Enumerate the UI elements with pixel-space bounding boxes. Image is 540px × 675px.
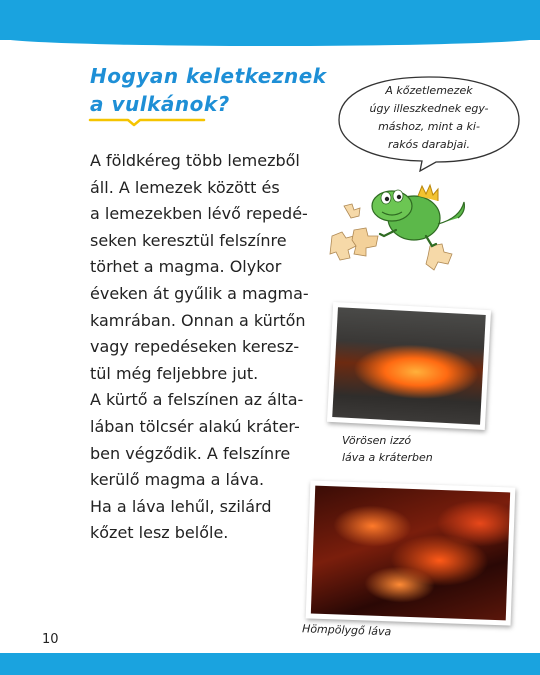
body-line: áll. A lemezek között és (90, 177, 280, 197)
body-line: Ha a láva lehűl, szilárd (90, 496, 272, 516)
bubble-line: rakós darabjai. (388, 138, 470, 151)
body-line: kerülő magma a láva. (90, 470, 265, 490)
speech-bubble-text (348, 82, 510, 154)
body-paragraph (90, 148, 320, 547)
bubble-line: A kőzetlemezek (385, 84, 473, 97)
body-line: a lemezekben lévő repedé- (90, 204, 308, 224)
lava-crater-image (332, 307, 486, 425)
body-line: kamrában. Onnan a kürtőn (90, 310, 306, 330)
flowing-lava-photo (306, 480, 516, 625)
caption-line: láva a kráterben (342, 451, 433, 464)
lava-crater-photo (327, 302, 491, 430)
page-number: 10 (42, 632, 59, 647)
bottom-color-band (0, 653, 540, 675)
heading-underline-decoration (88, 117, 206, 127)
heading-line-2: a vulkánok? (90, 92, 230, 116)
body-line: kőzet lesz belőle. (90, 523, 229, 543)
bubble-line: máshoz, mint a ki- (378, 120, 480, 133)
caption-line: Vörösen izzó (342, 434, 412, 447)
dragon-mascot-icon (326, 176, 472, 276)
heading-line-1: Hogyan keletkeznek (90, 64, 327, 88)
body-line: éveken át gyűlik a magma- (90, 283, 309, 303)
bubble-line: úgy illeszkednek egy- (369, 102, 489, 115)
top-color-band (0, 0, 540, 40)
body-line: vagy repedéseken keresz- (90, 337, 300, 357)
body-line: tül még feljebbre jut. (90, 363, 259, 383)
page-heading (90, 62, 330, 118)
lava-crater-caption (342, 432, 492, 466)
body-line: törhet a magma. Olykor (90, 257, 282, 277)
body-line: A földkéreg több lemezből (90, 151, 300, 170)
body-line: ben végződik. A felszínre (90, 443, 291, 463)
flowing-lava-image (311, 486, 510, 621)
body-line: seken keresztül felszínre (90, 230, 287, 250)
flowing-lava-caption: Hömpölygő láva (301, 622, 392, 639)
body-line: A kürtő a felszínen az álta- (90, 390, 304, 410)
body-line: lában tölcsér alakú kráter- (90, 416, 300, 436)
